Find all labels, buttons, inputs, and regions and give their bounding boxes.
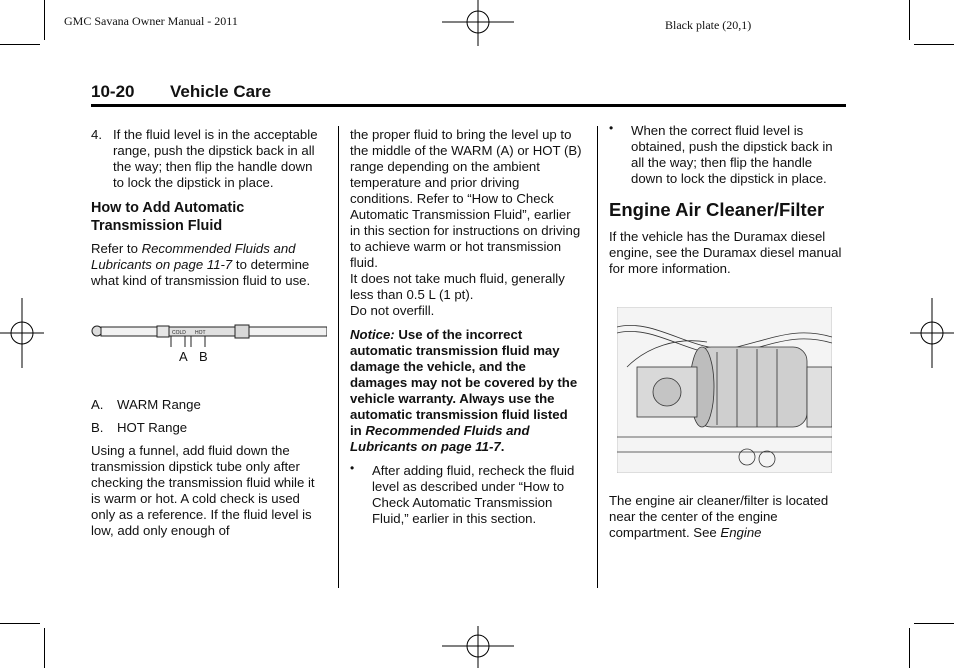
amount-line: It does not take much fluid, generally less than 0.5 L (1 pt).	[350, 271, 565, 302]
crop-mark	[909, 0, 910, 40]
step-4	[91, 127, 327, 191]
cross-reference-link[interactable]: Engine	[720, 525, 762, 540]
crop-mark	[914, 623, 954, 624]
registration-mark-bottom	[442, 626, 514, 668]
crop-mark	[44, 628, 45, 668]
cold-mark-text: COLD	[172, 330, 186, 336]
column-1	[91, 127, 327, 547]
registration-mark-left	[0, 298, 44, 368]
column-2	[350, 127, 582, 535]
cross-reference-link[interactable]: Recommended Fluids and Lubricants on page 11-7	[350, 423, 530, 454]
location-paragraph: The engine air cleaner/filter is located near the center of the engine compartment. See Engine	[609, 493, 829, 540]
bullet-icon: •	[350, 461, 355, 475]
bullet-item: • When the correct fluid level is obtained, push the dipstick back in all the way; then flip the handle down to lock the dipstick in place.	[609, 121, 833, 186]
legend-item-b: B. HOT Range	[91, 420, 188, 435]
crop-mark	[909, 628, 910, 668]
notice-label: Notice:	[350, 327, 395, 342]
crop-mark	[0, 44, 40, 45]
step-text: If the fluid level is in the acceptable range, push the dipstick back in all the way; then flip the handle down to lock the dipstick in place.	[113, 127, 318, 190]
section-title: Vehicle Care	[170, 82, 272, 101]
page-number: 10-20	[91, 82, 135, 101]
page-title-bar	[91, 82, 846, 107]
column-divider	[597, 126, 598, 588]
registration-mark-top	[442, 0, 514, 46]
hot-mark-text: HOT	[195, 330, 206, 336]
column-divider	[338, 126, 339, 588]
section-heading: How to Add Automatic Transmission Fluid	[91, 200, 245, 234]
crop-mark	[914, 44, 954, 45]
overfill-line: Do not overfill.	[350, 303, 435, 318]
figure-label-b: B	[199, 349, 208, 364]
bullet-icon: •	[609, 121, 614, 135]
step-number: 4.	[91, 127, 102, 142]
bullet-item: • After adding fluid, recheck the fluid level as described under “How to Check Automatic Transmission Fluid,” earlier in this section.	[350, 461, 575, 526]
registration-mark-right	[910, 298, 954, 368]
crop-mark	[0, 623, 40, 624]
continued-paragraph: the proper fluid to bring the level up to the middle of the WARM (A) or HOT (B) range depending on the ambient temperature and prior driving conditions. Refer to “How to Check Automatic Transmission Fluid”, earlier in this section for instructions on driving to achieve warm or hot transmission fluid.	[350, 127, 582, 270]
funnel-paragraph: Using a funnel, add fluid down the transmission dipstick tube only after checking the transmission fluid while it is warm or hot. A cold check is used only as a reference. If the fluid level is low, add only enough of	[91, 443, 315, 538]
refer-paragraph: Refer to Recommended Fluids and Lubricants on page 11-7 to determine what kind of transmission fluid to use.	[91, 241, 311, 288]
crop-mark	[44, 0, 45, 40]
column-3	[609, 123, 844, 549]
engine-air-cleaner-illustration	[617, 307, 832, 473]
section-heading: Engine Air Cleaner/Filter	[609, 199, 825, 220]
dipstick-figure	[91, 321, 327, 381]
figure-label-a: A	[179, 349, 188, 364]
cross-reference-link[interactable]: Recommended Fluids and Lubricants on page 11-7	[91, 241, 296, 272]
manual-title: GMC Savana Owner Manual - 2011	[64, 14, 238, 28]
plate-label: Black plate (20,1)	[665, 18, 752, 32]
notice-paragraph: Notice: Use of the incorrect automatic transmission fluid may damage the vehicle, and the damages may not be covered by the vehicle warranty. Always use the automatic transmission fluid listed in Recommended Fluids and Lubricants on page 11-7.	[350, 327, 578, 454]
legend-item-a: A. WARM Range	[91, 397, 201, 412]
duramax-paragraph: If the vehicle has the Duramax diesel engine, see the Duramax diesel manual for more information.	[609, 229, 842, 276]
